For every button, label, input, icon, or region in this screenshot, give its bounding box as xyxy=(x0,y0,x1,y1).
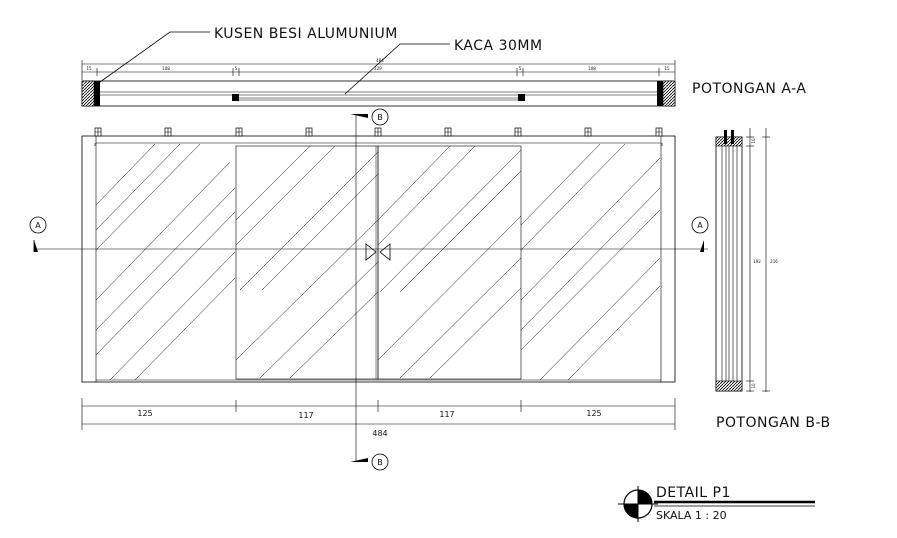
plan-dim-total: 484 xyxy=(376,58,384,63)
plan-dim-3: 5 xyxy=(234,66,238,71)
elev-dim-total: 484 xyxy=(372,429,388,438)
side-dim-mid: 192 xyxy=(753,259,761,264)
elev-dim-2: 117 xyxy=(298,411,314,420)
side-dim-top: 10 xyxy=(751,138,756,144)
label-section-aa: POTONGAN A-A xyxy=(692,81,807,97)
elevation-view xyxy=(30,109,708,470)
section-marker-b-bottom: B xyxy=(377,458,383,467)
side-section-bb xyxy=(716,128,831,431)
section-marker-b-top: B xyxy=(377,113,383,122)
label-section-bb: POTONGAN B-B xyxy=(716,415,831,431)
label-glass: KACA 30MM xyxy=(454,38,543,54)
label-frame: KUSEN BESI ALUMUNIUM xyxy=(214,26,398,42)
plan-section-aa xyxy=(82,26,806,106)
elev-dim-1: 125 xyxy=(137,409,153,418)
section-marker-a-right: A xyxy=(697,221,703,230)
plan-dim-1: 15 xyxy=(86,66,92,71)
plan-dim-7: 15 xyxy=(664,66,670,71)
elev-dim-4: 125 xyxy=(586,409,602,418)
detail-title-block xyxy=(618,485,815,522)
plan-dim-4: 229 xyxy=(374,66,382,71)
plan-dim-6: 108 xyxy=(588,66,596,71)
plan-dim-2: 108 xyxy=(162,66,170,71)
detail-scale: SKALA 1 : 20 xyxy=(656,509,727,522)
plan-dim-5: 5 xyxy=(518,66,522,71)
detail-title: DETAIL P1 xyxy=(656,485,731,501)
side-dim-total: 216 xyxy=(770,259,778,264)
side-dim-bottom: 10 xyxy=(751,383,756,389)
elev-dim-3: 117 xyxy=(439,410,455,419)
section-marker-a-left: A xyxy=(35,221,41,230)
